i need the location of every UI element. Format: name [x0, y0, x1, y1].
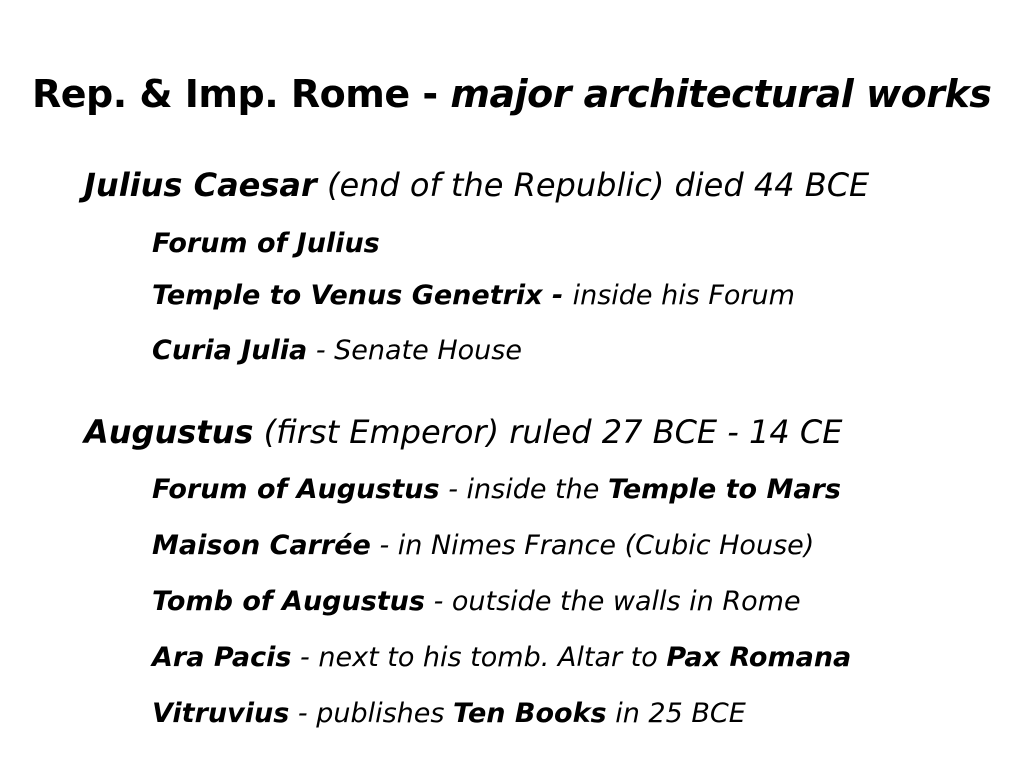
list-item: [152, 526, 814, 566]
work-desc-tail: in 25 BCE: [606, 698, 746, 729]
list-item: [152, 331, 522, 371]
work-desc: - publishes: [289, 698, 454, 729]
ruler-note: (first Emperor) ruled 27 BCE - 14 CE: [253, 413, 843, 451]
ruler-note: (end of the Republic) died 44 BCE: [316, 166, 870, 204]
work-name: Forum of Julius: [152, 228, 380, 259]
work-desc: - inside the: [439, 474, 608, 505]
work-desc: - Senate House: [307, 335, 522, 366]
title-italic: major architectural works: [450, 72, 992, 116]
work-highlight: Ten Books: [453, 698, 607, 729]
work-name: Curia Julia: [152, 335, 308, 366]
ruler-name: Augustus: [84, 413, 254, 451]
list-item: [152, 276, 795, 316]
list-item: [152, 224, 380, 264]
list-item: [152, 582, 801, 622]
work-desc: - outside the walls in Rome: [424, 586, 801, 617]
work-name: Maison Carrée: [152, 530, 371, 561]
work-highlight: Temple to Mars: [607, 474, 841, 505]
work-name: Ara Pacis: [152, 642, 292, 673]
work-highlight: Pax Romana: [666, 642, 852, 673]
title-main: Rep. & Imp. Rome -: [32, 72, 451, 116]
list-item: [152, 470, 841, 510]
work-name: Temple to Venus Genetrix -: [152, 280, 573, 311]
ruler-name: Julius Caesar: [84, 166, 317, 204]
slide-title: [32, 66, 991, 122]
list-item: [152, 638, 851, 678]
work-desc: inside his Forum: [572, 280, 795, 311]
work-desc: - next to his tomb. Altar to: [291, 642, 667, 673]
list-item: [152, 694, 746, 734]
work-name: Vitruvius: [152, 698, 290, 729]
work-name: Forum of Augustus: [152, 474, 440, 505]
section-heading-augustus: [84, 412, 842, 452]
work-desc: - in Nimes France (Cubic House): [370, 530, 815, 561]
section-heading-julius: [84, 165, 869, 205]
work-name: Tomb of Augustus: [152, 586, 425, 617]
